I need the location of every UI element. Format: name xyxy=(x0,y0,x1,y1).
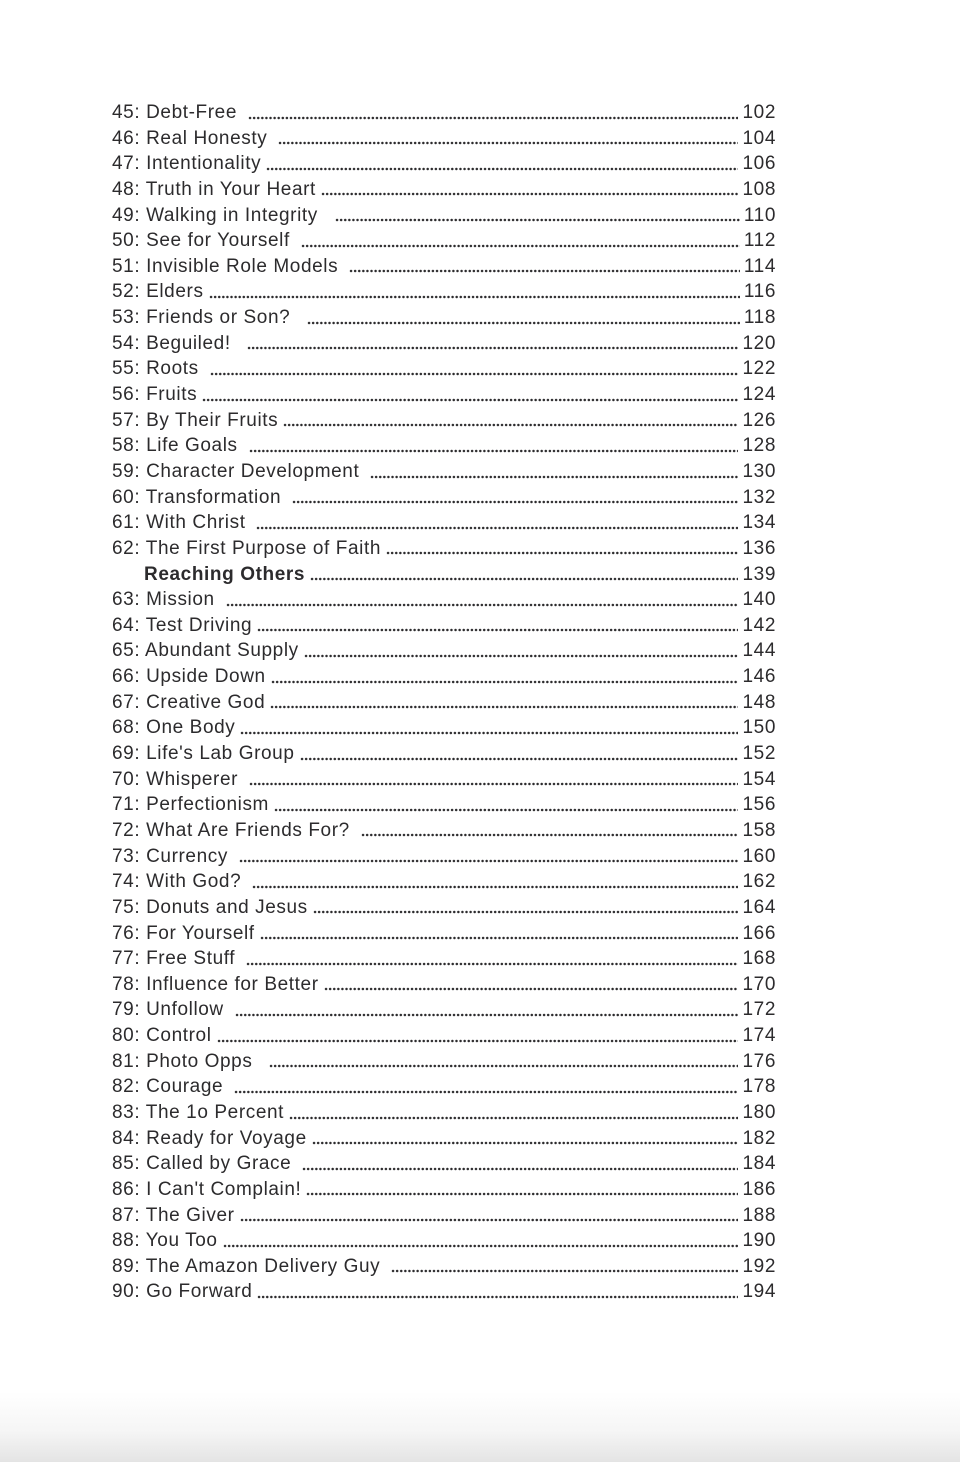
toc-entry-label: 82: Courage xyxy=(112,1076,230,1098)
toc-entry-page: 122 xyxy=(742,358,776,380)
dot-leader xyxy=(226,587,739,613)
toc-row xyxy=(112,562,776,588)
toc-entry-label: 55: Roots xyxy=(112,358,205,380)
toc-row xyxy=(112,1203,776,1229)
toc-row xyxy=(112,408,776,434)
toc-entry-label: Reaching Others xyxy=(144,563,306,585)
dot-leader xyxy=(361,818,739,844)
toc-entry-label: 76: For Yourself xyxy=(112,922,255,944)
toc-row xyxy=(112,587,776,613)
toc-entry-page: 156 xyxy=(742,794,776,816)
toc-entry-label: 64: Test Driving xyxy=(112,614,253,636)
dot-leader xyxy=(270,690,738,716)
dot-leader xyxy=(307,305,740,331)
toc-entry-page: 188 xyxy=(742,1204,776,1226)
toc-entry-page: 104 xyxy=(742,127,776,149)
toc-entry-page: 150 xyxy=(742,717,776,739)
toc-entry-label: 83: The 1o Percent xyxy=(112,1101,285,1123)
dot-leader xyxy=(240,715,738,741)
toc-row xyxy=(112,536,776,562)
toc-entry-page: 166 xyxy=(742,922,776,944)
toc-entry-page: 102 xyxy=(742,102,776,123)
toc-row xyxy=(112,382,776,408)
toc-entry-label: 57: By Their Fruits xyxy=(112,409,279,431)
dot-leader xyxy=(310,562,738,588)
toc-row xyxy=(112,1279,776,1305)
toc-entry-label: 56: Fruits xyxy=(112,384,198,406)
toc-entry-label: 62: The First Purpose of Faith xyxy=(112,537,381,559)
toc-row xyxy=(112,1126,776,1152)
toc-entry-label: 73: Currency xyxy=(112,845,234,867)
toc-entry-page: 142 xyxy=(742,614,776,636)
toc-entry-page: 118 xyxy=(743,307,776,329)
toc-entry-label: 69: Life's Lab Group xyxy=(112,743,295,765)
toc-row xyxy=(112,305,776,331)
toc-entry-label: 77: Free Stuff xyxy=(112,948,242,970)
toc-entry-label: 67: Creative God xyxy=(112,691,266,713)
toc-row xyxy=(112,869,776,895)
toc-entry-page: 128 xyxy=(742,435,776,457)
toc-entry-page: 174 xyxy=(742,1025,776,1047)
toc-entry-label: 63: Mission xyxy=(112,589,221,611)
toc-entry-label: 65: Abundant Supply xyxy=(112,640,299,662)
dot-leader xyxy=(256,510,738,536)
toc-entry-page: 178 xyxy=(742,1076,776,1098)
toc-entry-label: 71: Perfectionism xyxy=(112,794,269,816)
dot-leader xyxy=(289,1100,738,1126)
toc-entry-page: 154 xyxy=(742,768,776,790)
toc-entry-page: 108 xyxy=(742,178,776,200)
toc-entry-page: 186 xyxy=(742,1178,776,1200)
toc-entry-label: 72: What Are Friends For? xyxy=(112,819,356,841)
toc-row xyxy=(112,126,776,152)
toc-entry-label: 58: Life Goals xyxy=(112,435,244,457)
toc-entry-label: 80: Control xyxy=(112,1025,212,1047)
toc-entry-page: 110 xyxy=(743,204,776,226)
toc-entry-page: 180 xyxy=(742,1101,776,1123)
toc-entry-page: 120 xyxy=(742,332,776,354)
toc-entry-label: 84: Ready for Voyage xyxy=(112,1127,307,1149)
dot-leader xyxy=(313,895,739,921)
toc-row xyxy=(112,664,776,690)
toc-row xyxy=(112,1049,776,1075)
toc-row xyxy=(112,895,776,921)
toc-entry-label: 45: Debt-Free xyxy=(112,102,243,123)
toc-row xyxy=(112,921,776,947)
toc-entry-label: 47: Intentionality xyxy=(112,153,262,175)
dot-leader xyxy=(247,331,738,357)
toc-row xyxy=(112,228,776,254)
dot-leader xyxy=(248,100,739,126)
page-bottom-shadow xyxy=(0,1392,960,1462)
toc-row xyxy=(112,485,776,511)
toc-entry-label: 88: You Too xyxy=(112,1230,218,1252)
toc-row xyxy=(112,459,776,485)
dot-leader xyxy=(202,382,738,408)
toc-row xyxy=(112,510,776,536)
toc-entry-label: 86: I Can't Complain! xyxy=(112,1178,302,1200)
dot-leader xyxy=(234,1074,738,1100)
toc-entry-label: 68: One Body xyxy=(112,717,236,739)
dot-leader xyxy=(266,151,738,177)
dot-leader xyxy=(304,638,739,664)
toc-entry-page: 140 xyxy=(742,589,776,611)
toc-entry-page: 162 xyxy=(742,871,776,893)
toc-entry-page: 192 xyxy=(742,1255,776,1277)
dot-leader xyxy=(252,869,738,895)
toc-row xyxy=(112,1177,776,1203)
toc-entry-page: 132 xyxy=(742,486,776,508)
toc-row xyxy=(112,997,776,1023)
toc-entry-page: 130 xyxy=(742,460,776,482)
dot-leader xyxy=(349,254,740,280)
dot-leader xyxy=(249,433,739,459)
toc-entry-label: 70: Whisperer xyxy=(112,768,244,790)
toc-entry-label: 50: See for Yourself xyxy=(112,230,296,252)
toc-row xyxy=(112,1254,776,1280)
dot-leader xyxy=(301,228,740,254)
toc-row xyxy=(112,151,776,177)
dot-leader xyxy=(240,1203,739,1229)
toc-row xyxy=(112,792,776,818)
toc-entry-page: 160 xyxy=(742,845,776,867)
toc-entry-label: 60: Transformation xyxy=(112,486,288,508)
toc-row xyxy=(112,715,776,741)
toc-row xyxy=(112,690,776,716)
toc-entry-page: 152 xyxy=(742,743,776,765)
toc-row xyxy=(112,279,776,305)
toc-entry-page: 170 xyxy=(742,973,776,995)
toc-entry-label: 46: Real Honesty xyxy=(112,127,274,149)
toc-entry-label: 81: Photo Opps xyxy=(112,1050,265,1072)
toc-entry-label: 90: Go Forward xyxy=(112,1281,253,1303)
toc-entry-label: 78: Influence for Better xyxy=(112,973,319,995)
toc-entry-page: 172 xyxy=(742,999,776,1021)
toc-row xyxy=(112,818,776,844)
dot-leader xyxy=(302,1151,738,1177)
toc-row xyxy=(112,972,776,998)
dot-leader xyxy=(257,613,738,639)
toc-row xyxy=(112,1228,776,1254)
toc-row xyxy=(112,100,776,126)
dot-leader xyxy=(300,741,739,767)
toc-entry-page: 124 xyxy=(742,384,776,406)
toc-entry-page: 126 xyxy=(742,409,776,431)
toc-row xyxy=(112,331,776,357)
toc-entry-label: 61: With Christ xyxy=(112,512,252,534)
toc-entry-page: 116 xyxy=(743,281,776,303)
toc-row xyxy=(112,946,776,972)
dot-leader xyxy=(209,279,740,305)
toc-row xyxy=(112,356,776,382)
toc-entry-label: 54: Beguiled! xyxy=(112,332,243,354)
dot-leader xyxy=(370,459,738,485)
dot-leader xyxy=(391,1254,738,1280)
toc-row xyxy=(112,1023,776,1049)
dot-leader xyxy=(246,946,738,972)
toc-entry-page: 194 xyxy=(742,1281,776,1303)
toc-entry-page: 114 xyxy=(743,255,776,277)
toc-entry-label: 87: The Giver xyxy=(112,1204,235,1226)
toc-entry-label: 48: Truth in Your Heart xyxy=(112,178,316,200)
toc-entry-page: 106 xyxy=(742,153,776,175)
toc-row xyxy=(112,203,776,229)
toc-entry-label: 49: Walking in Integrity xyxy=(112,204,330,226)
toc-row xyxy=(112,767,776,793)
toc-entry-page: 136 xyxy=(742,537,776,559)
toc-entry-page: 139 xyxy=(742,563,776,585)
toc-entry-page: 112 xyxy=(743,230,776,252)
dot-leader xyxy=(260,921,739,947)
dot-leader xyxy=(271,664,739,690)
toc-entry-page: 146 xyxy=(742,666,776,688)
toc-entry-page: 148 xyxy=(742,691,776,713)
table-of-contents xyxy=(112,100,776,1305)
toc-entry-label: 53: Friends or Son? xyxy=(112,307,303,329)
dot-leader xyxy=(223,1228,739,1254)
toc-row xyxy=(112,254,776,280)
toc-entry-page: 184 xyxy=(742,1153,776,1175)
dot-leader xyxy=(278,126,738,152)
toc-entry-label: 74: With God? xyxy=(112,871,248,893)
dot-leader xyxy=(283,408,738,434)
toc-row xyxy=(112,177,776,203)
toc-entry-page: 144 xyxy=(742,640,776,662)
dot-leader xyxy=(239,844,739,870)
dot-leader xyxy=(210,356,739,382)
toc-entry-page: 176 xyxy=(742,1050,776,1072)
toc-entry-label: 52: Elders xyxy=(112,281,204,303)
toc-entry-label: 89: The Amazon Delivery Guy xyxy=(112,1255,387,1277)
dot-leader xyxy=(386,536,738,562)
toc-entry-label: 79: Unfollow xyxy=(112,999,230,1021)
toc-row xyxy=(112,433,776,459)
toc-entry-page: 190 xyxy=(742,1230,776,1252)
dot-leader xyxy=(324,972,739,998)
dot-leader xyxy=(269,1049,738,1075)
dot-leader xyxy=(335,203,740,229)
toc-row xyxy=(112,1151,776,1177)
toc-entry-label: 85: Called by Grace xyxy=(112,1153,298,1175)
toc-row xyxy=(112,844,776,870)
dot-leader xyxy=(217,1023,739,1049)
dot-leader xyxy=(312,1126,739,1152)
dot-leader xyxy=(321,177,739,203)
dot-leader xyxy=(306,1177,738,1203)
dot-leader xyxy=(257,1279,738,1305)
toc-entry-page: 182 xyxy=(742,1127,776,1149)
dot-leader xyxy=(249,767,739,793)
toc-entry-page: 164 xyxy=(742,896,776,918)
toc-entry-page: 134 xyxy=(742,512,776,534)
toc-row xyxy=(112,613,776,639)
dot-leader xyxy=(235,997,739,1023)
toc-entry-page: 168 xyxy=(742,948,776,970)
toc-row xyxy=(112,1100,776,1126)
toc-row xyxy=(112,638,776,664)
toc-row xyxy=(112,1074,776,1100)
toc-entry-label: 75: Donuts and Jesus xyxy=(112,896,308,918)
toc-entry-page: 158 xyxy=(742,819,776,841)
toc-entry-label: 59: Character Development xyxy=(112,460,366,482)
toc-row xyxy=(112,741,776,767)
dot-leader xyxy=(274,792,738,818)
toc-entry-label: 66: Upside Down xyxy=(112,666,266,688)
dot-leader xyxy=(292,485,738,511)
toc-entry-label: 51: Invisible Role Models xyxy=(112,255,345,277)
